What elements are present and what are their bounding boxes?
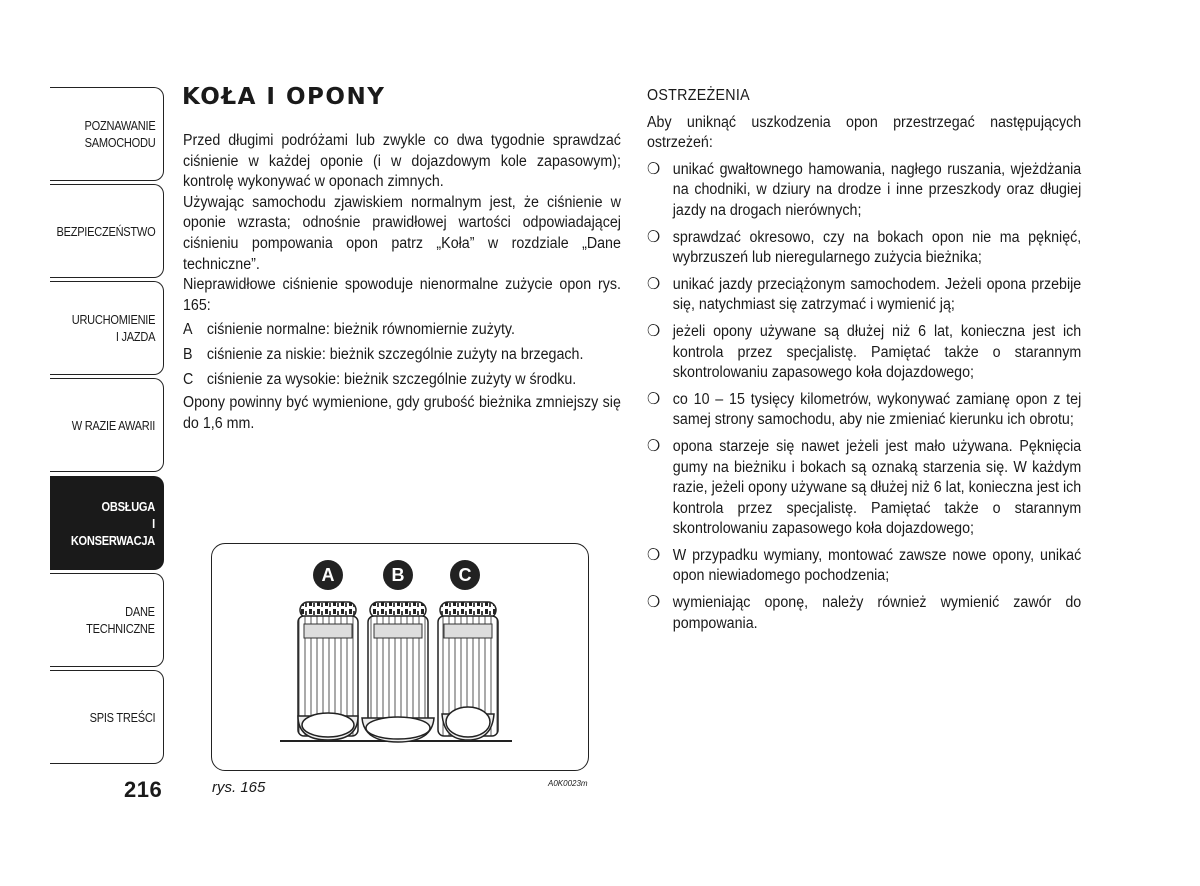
list-item [183,320,621,341]
warnings-heading: OSTRZEŻENIA [647,87,750,104]
bullet-circle-icon: ❍ [647,594,661,612]
tab-label: BEZPIECZEŃSTWO [56,223,155,239]
bullet-circle-icon: ❍ [647,160,661,178]
bullet-text: unikać jazdy przeciążonym samochodem. Jeżeli opona przebije się, natychmiast się zatrzymać i wymienić ją; [672,275,1082,314]
figure-caption: rys. 165 [212,779,266,796]
tab-obsluga-i-konserwacja[interactable] [50,476,164,570]
bullet-circle-icon: ❍ [647,322,661,340]
figure-code: A0K0023m [548,779,588,788]
list-item [647,228,1081,269]
list-item [183,345,621,366]
page-title: KOŁA I OPONY [182,84,386,110]
bullet-text: unikać gwałtownego hamowania, nagłego ruszania, wjeżdżania na chodniki, w dziury na drodze i inne przeszkody oraz długiej jazdy na drogach nierównych; [672,160,1082,219]
tab-label: SPIS TREŚCI [89,709,155,725]
list-text: ciśnienie za wysokie: bieżnik szczególnie zużyty w środku. [206,370,577,388]
tab-label: OBSŁUGA I KONSERWACJA [70,498,155,548]
paragraph: Opony powinny być wymienione, gdy grubość bieżnika zmniejszy się do 1,6 mm. [183,394,621,432]
list-text: ciśnienie normalne: bieżnik równomiernie zużyty. [206,321,515,339]
label-c: C [458,565,472,585]
list-item [647,437,1081,540]
list-item [647,275,1081,316]
tire-wear-figure [211,543,589,771]
tab-label: URUCHOMIENIE I JAZDA [71,312,155,344]
list-item [647,160,1081,222]
bullet-text: wymieniając oponę, należy również wymienić zawór do pompowania. [672,594,1082,632]
list-item [647,322,1081,384]
list-item [647,390,1081,431]
tire-b-icon [362,602,434,742]
page-number: 216 [124,777,163,802]
tab-bezpieczenstwo[interactable] [50,184,164,278]
tire-illustration [212,544,587,769]
tab-w-razie-awarii[interactable] [50,378,164,472]
tab-label: DANE TECHNICZNE [86,604,155,636]
paragraph: Używając samochodu zjawiskiem normalnym jest, że ciśnienie w oponie wzrasta; odnośnie prawidłowej wartości odpowiadającej ciśnieniu pompowania opon patrz „Koła” w rozdziale „Dane techniczne”. [183,193,621,273]
bullet-text: sprawdzać okresowo, czy na bokach opon nie ma pęknięć, wybrzuszeń lub nieregularnego zużycia bieżnika; [672,228,1082,267]
list-item [183,370,621,391]
label-a: A [321,565,335,585]
list-key: A [183,321,193,339]
bullet-circle-icon: ❍ [647,546,661,564]
tab-label: W RAZIE AWARII [71,417,155,433]
list-item [647,593,1081,634]
bullet-text: W przypadku wymiany, montować zawsze nowe opony, unikać opon niewiadomego pochodzenia; [672,546,1082,585]
list-text: ciśnienie za niskie: bieżnik szczególnie zużyty na brzegach. [206,345,584,363]
paragraph: Przed długimi podróżami lub zwykle co dwa tygodnie sprawdzać ciśnienie w każdej oponie (i w dojazdowym kole zapasowym); kontrolę wykonywać w oponach zimnych. [183,132,621,191]
bullet-text: co 10 – 15 tysięcy kilometrów, wykonywać zamianę opon z tej samej strony samochodu, aby nie zmieniać kierunku ich obrotu; [672,390,1082,429]
warnings-intro: Aby uniknąć uszkodzenia opon przestrzegać następujących ostrzeżeń: [647,113,1082,152]
paragraph: Nieprawidłowe ciśnienie spowoduje nienormalne zużycie opon rys. 165: [183,276,621,314]
tab-dane-techniczne[interactable] [50,573,164,667]
list-key: B [183,345,193,363]
tire-a-icon [298,602,358,740]
tab-poznawanie-samochodu[interactable] [50,87,164,181]
tab-uruchomienie-i-jazda[interactable] [50,281,164,375]
left-column [183,131,621,434]
list-item [647,546,1081,587]
label-b: B [391,565,405,585]
bullet-circle-icon: ❍ [647,437,661,455]
tire-c-icon [438,602,498,740]
bullet-text: opona starzeje się nawet jeżeli jest mało używana. Pęknięcia gumy na bieżniku i bokach są oznaką starzenia się. W każdym razie, jeżeli opony używane są dłużej niż 6 lat, konieczna jest ich kontrola przez specjalistę. Pamiętać także o starannym skontrolowaniu zapasowego koła dojazdowego; [672,437,1082,538]
tab-spis-tresci[interactable] [50,670,164,764]
right-column [647,86,1081,634]
bullet-circle-icon: ❍ [647,390,661,408]
bullet-circle-icon: ❍ [647,275,661,293]
bullet-circle-icon: ❍ [647,228,661,246]
tab-label: POZNAWANIE SAMOCHODU [84,118,155,150]
list-key: C [183,370,194,388]
bullet-text: jeżeli opony używane są dłużej niż 6 lat, konieczna jest ich kontrola przez specjalistę. Pamiętać także o starannym skontrolowaniu zapasowego koła dojazdowego; [672,322,1082,382]
